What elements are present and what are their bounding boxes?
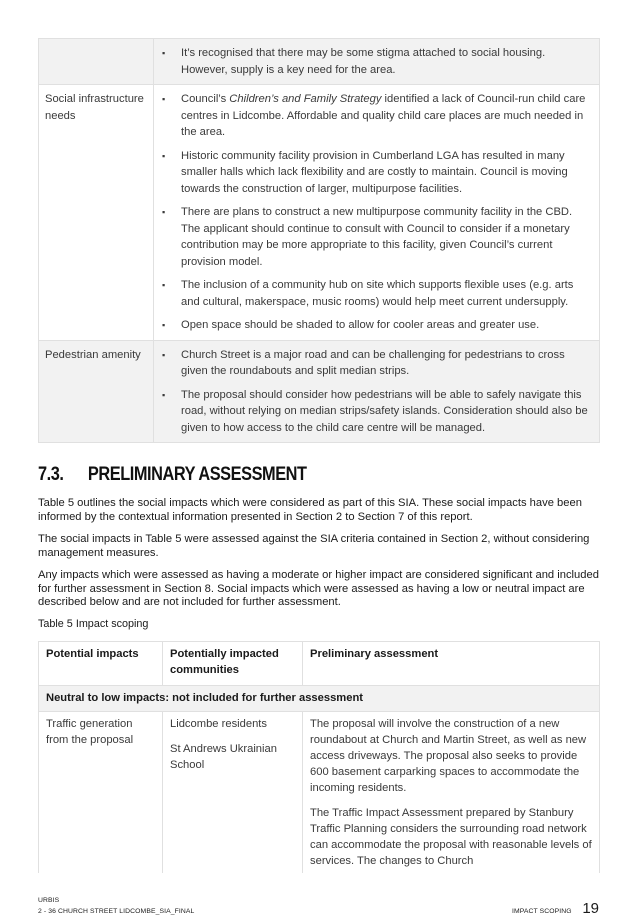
- paragraph: Table 5 outlines the social impacts which were considered as part of this SIA. These social impacts have been informed by the contextual information presented in Section 2 to Section 7 of this report.: [38, 497, 582, 523]
- assessment-paragraph: The Traffic Impact Assessment prepared by Stanbury Traffic Planning considers the surrounding road network can accommodate the proposal with reasonable levels of services. The changes to Church: [310, 807, 592, 867]
- bullet-icon: ▪: [162, 280, 166, 290]
- group-label: Neutral to low impacts: not included for further assessment: [39, 686, 600, 712]
- assessment-paragraph: The proposal will involve the construction of a new roundabout at Church and Martin Street, as well as new access driveways. The proposal also seeks to provide 600 basement carparking spaces to accommodate the incoming residents.: [310, 718, 587, 794]
- section-heading: [38, 464, 307, 486]
- bullet-list: [162, 45, 589, 78]
- row-label: [39, 39, 154, 85]
- list-item: ▪ Church Street is a major road and can be challenging for pedestrians to cross given the roundabouts and split median strips.: [162, 348, 565, 377]
- bullet-list: [162, 91, 589, 334]
- strategy-title: Children’s and Family Strategy: [229, 93, 382, 105]
- bullet-icon: ▪: [162, 150, 166, 161]
- table-row: [39, 39, 600, 85]
- page-number: 19: [582, 900, 599, 917]
- list-item: ▪ The inclusion of a community hub on site which supports flexible uses (e.g. arts and cultural, makerspace, music rooms) would help meet current undersupply.: [162, 279, 574, 308]
- footer-document: 2 - 36 CHURCH STREET LIDCOMBE_SIA_FINAL: [38, 908, 195, 915]
- column-header: Preliminary assessment: [303, 642, 600, 686]
- row-label: Pedestrian amenity: [39, 340, 154, 443]
- list-item: ▪ Council’s Children’s and Family Strategy identified a lack of Council-run child care centres in Lidcombe. Affordable and quality child care places are much needed in the area.: [162, 93, 586, 138]
- bullet-icon: ▪: [162, 94, 166, 104]
- list-item: ▪ There are plans to construct a new multipurpose community facility in the CBD. The applicant should continue to consult with Council to consider if a monetary contribution may be more appropriate to this facility, given Council’s current provision model.: [162, 206, 573, 268]
- table-header-row: [39, 642, 600, 686]
- section-number: 7.3.: [38, 464, 64, 485]
- table-row: [39, 85, 600, 341]
- bullet-icon: ▪: [162, 207, 166, 217]
- bullet-list: [162, 347, 589, 437]
- list-item: ▪ The proposal should consider how pedestrians will be able to safely navigate this road, without relying on median strips/safety islands. Consideration should also be given to how access to the child care centre will be managed.: [162, 388, 588, 434]
- communities-cell: [163, 712, 303, 874]
- list-item: ▪ It’s recognised that there may be some stigma attached to social housing. However, supply is a key need for the area.: [162, 47, 546, 76]
- bullet-icon: ▪: [162, 48, 166, 58]
- list-item: ▪ Historic community facility provision in Cumberland LGA has resulted in many smaller halls which lack flexibility and are costly to maintain. Council is moving towards the construction of larger, multipurpose facilities.: [162, 149, 568, 195]
- table-caption: Table 5 Impact scoping: [38, 618, 149, 630]
- column-header: Potential impacts: [39, 642, 163, 686]
- footer-company: URBIS: [38, 897, 60, 904]
- list-item: ▪ Open space should be shaded to allow for cooler areas and greater use.: [162, 317, 589, 334]
- impact-scoping-table: [38, 641, 600, 873]
- row-label: Social infrastructure needs: [39, 85, 154, 341]
- assessment-cell: [303, 712, 600, 874]
- table-row: [39, 340, 600, 443]
- paragraph: The social impacts in Table 5 were assessed against the SIA criteria contained in Section 2, without considering management measures.: [38, 533, 590, 559]
- bullet-icon: ▪: [162, 389, 166, 400]
- bullet-icon: ▪: [162, 349, 166, 360]
- column-header: Potentially impacted communities: [163, 642, 303, 686]
- impact-table-clip: [38, 641, 600, 873]
- community-item: Lidcombe residents: [170, 718, 268, 730]
- bullet-icon: ▪: [162, 320, 166, 330]
- impact-cell: Traffic generation from the proposal: [39, 712, 163, 874]
- community-item: St Andrews Ukrainian School: [170, 743, 277, 771]
- paragraph: Any impacts which were assessed as having a moderate or higher impact are considered significant and included for further assessment in Section 8. Social impacts which were assessed as having a low or neutral impact are described below and are not included for further assessment.: [38, 569, 599, 608]
- section-title: PRELIMINARY ASSESSMENT: [87, 464, 307, 485]
- table-group-row: [39, 686, 600, 712]
- social-needs-table: [38, 38, 600, 443]
- footer-section: IMPACT SCOPING: [512, 908, 572, 915]
- table-row: [39, 712, 600, 874]
